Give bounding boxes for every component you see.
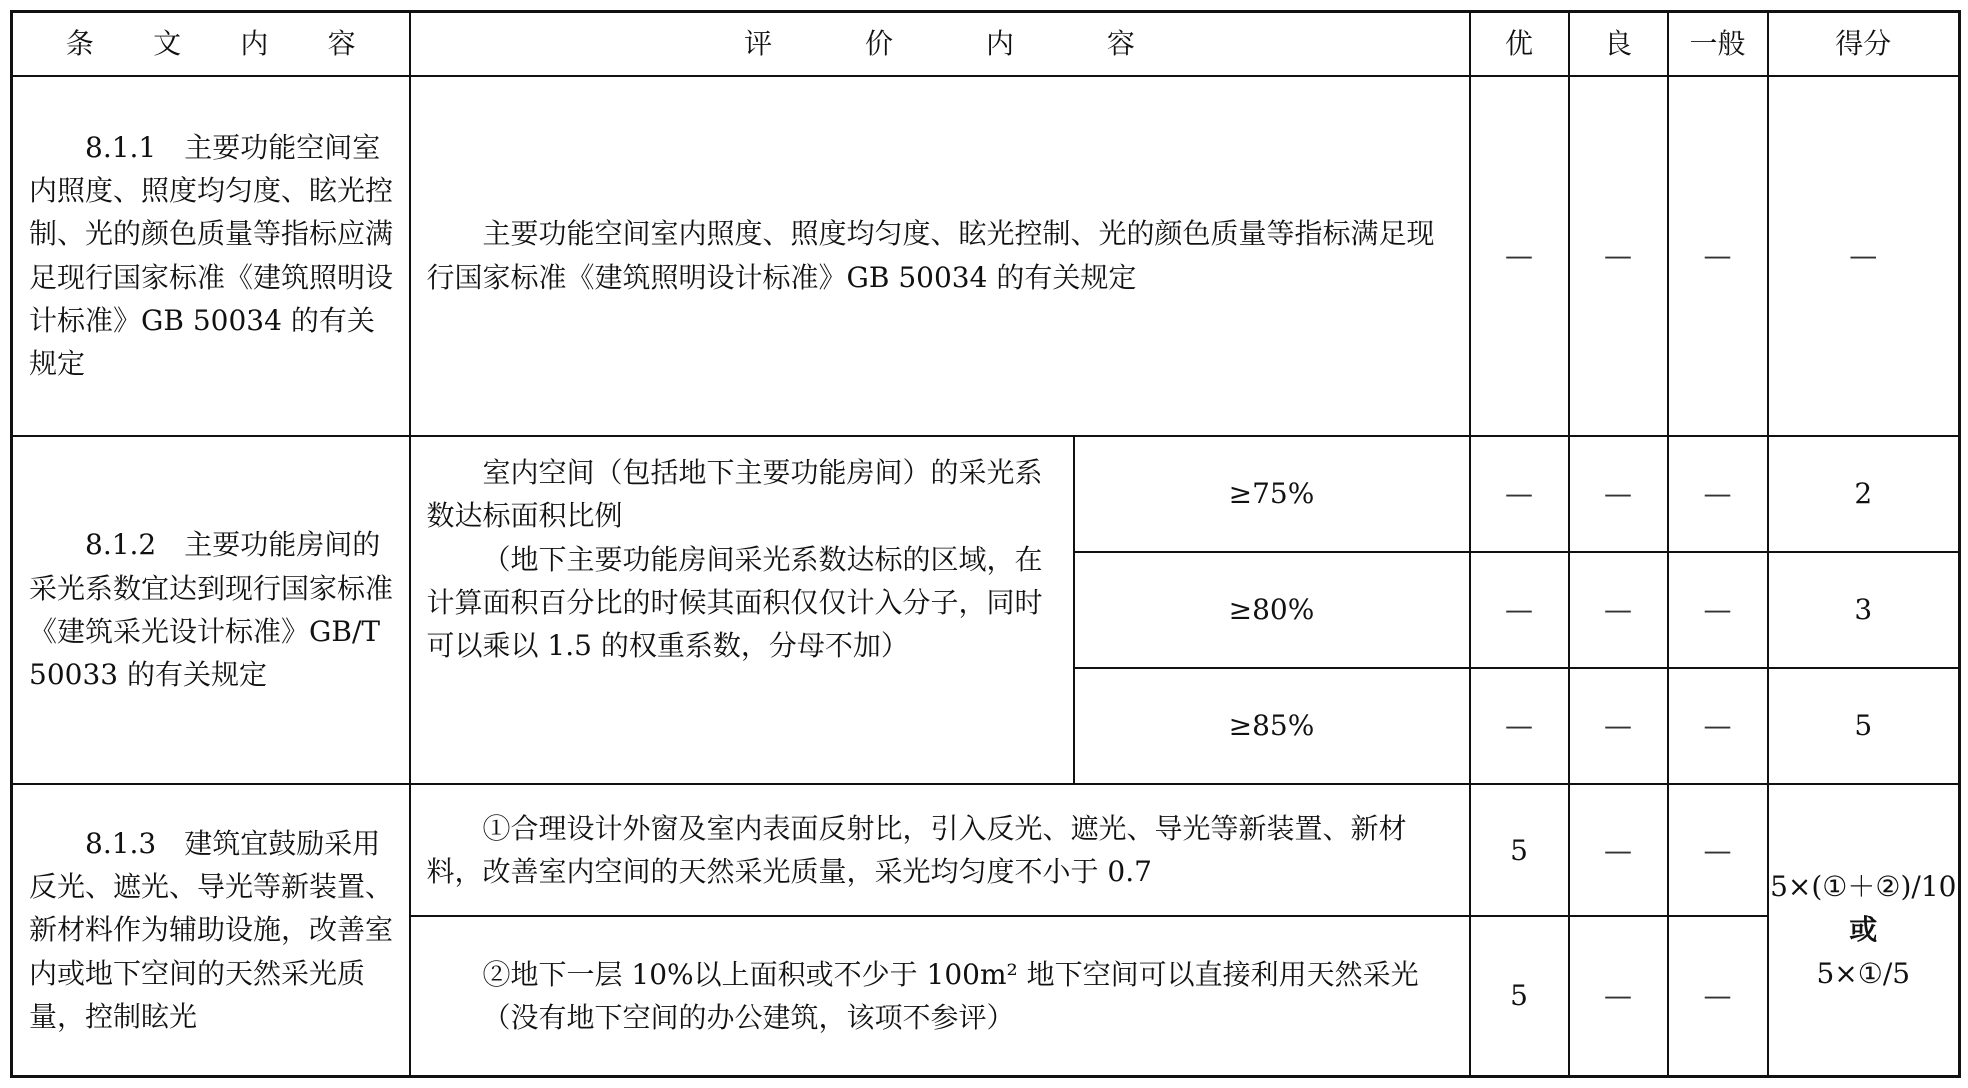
threshold-75: ≥75% — [1074, 436, 1470, 552]
clause-8-1-2: 8.1.2 主要功能房间的采光系数宜达到现行国家标准《建筑采光设计标准》GB/T 50033 的有关规定 — [12, 436, 410, 784]
score-8-1-1: — — [1768, 76, 1960, 436]
clause-8-1-1: 8.1.1 主要功能空间室内照度、照度均匀度、眩光控制、光的颜色质量等指标应满足现行国家标准《建筑照明设计标准》GB 50034 的有关规定 — [12, 76, 410, 436]
evaluation-table — [10, 10, 1961, 1078]
header-general: 一般 — [1668, 12, 1768, 76]
general-8-1-3-2: — — [1668, 916, 1768, 1076]
good-8-1-3-1: — — [1569, 784, 1668, 916]
threshold-80: ≥80% — [1074, 552, 1470, 668]
score-or: 或 — [1849, 913, 1878, 947]
general-8-1-1: — — [1668, 76, 1768, 436]
header-score: 得分 — [1768, 12, 1960, 76]
header-row — [12, 12, 1960, 76]
score-formula-1: 5×(①＋②)/10 — [1770, 869, 1957, 903]
content-8-1-3-item-1: ①合理设计外窗及室内表面反射比，引入反光、遮光、导光等新装置、新材料，改善室内空间的天然采光质量，采光均匀度不小于 0.7 — [410, 784, 1470, 916]
excellent-8-1-2-1: — — [1470, 436, 1569, 552]
row-8-1-2-level-1 — [12, 436, 1960, 552]
good-8-1-3-2: — — [1569, 916, 1668, 1076]
header-good: 良 — [1569, 12, 1668, 76]
row-8-1-3-item-1 — [12, 784, 1960, 916]
header-content: 评 价 内 容 — [410, 12, 1470, 76]
threshold-85: ≥85% — [1074, 668, 1470, 784]
score-8-1-2-2: 3 — [1768, 552, 1960, 668]
good-8-1-2-2: — — [1569, 552, 1668, 668]
content-8-1-2: 室内空间（包括地下主要功能房间）的采光系数达标面积比例 （地下主要功能房间采光系数达标的区域，在计算面积百分比的时候其面积仅仅计入分子，同时可以乘以 1.5 的权重系数，分母不加） — [410, 436, 1074, 784]
general-8-1-2-1: — — [1668, 436, 1768, 552]
content-8-1-1: 主要功能空间室内照度、照度均匀度、眩光控制、光的颜色质量等指标满足现行国家标准《建筑照明设计标准》GB 50034 的有关规定 — [410, 76, 1470, 436]
excellent-8-1-2-3: — — [1470, 668, 1569, 784]
score-8-1-2-3: 5 — [1768, 668, 1960, 784]
general-8-1-3-1: — — [1668, 784, 1768, 916]
good-8-1-2-3: — — [1569, 668, 1668, 784]
score-8-1-3 — [1768, 784, 1960, 1076]
row-8-1-1 — [12, 76, 1960, 436]
good-8-1-2-1: — — [1569, 436, 1668, 552]
general-8-1-2-2: — — [1668, 552, 1768, 668]
content-8-1-3-item-2: ②地下一层 10%以上面积或不少于 100m² 地下空间可以直接利用天然采光 （没有地下空间的办公建筑，该项不参评） — [410, 916, 1470, 1076]
header-excellent: 优 — [1470, 12, 1569, 76]
excellent-8-1-3-2: 5 — [1470, 916, 1569, 1076]
excellent-8-1-3-1: 5 — [1470, 784, 1569, 916]
excellent-8-1-1: — — [1470, 76, 1569, 436]
excellent-8-1-2-2: — — [1470, 552, 1569, 668]
clause-8-1-3: 8.1.3 建筑宜鼓励采用反光、遮光、导光等新装置、新材料作为辅助设施，改善室内或地下空间的天然采光质量，控制眩光 — [12, 784, 410, 1076]
header-clause: 条 文 内 容 — [12, 12, 410, 76]
good-8-1-1: — — [1569, 76, 1668, 436]
score-8-1-2-1: 2 — [1768, 436, 1960, 552]
general-8-1-2-3: — — [1668, 668, 1768, 784]
score-formula-2: 5×①/5 — [1816, 956, 1911, 990]
